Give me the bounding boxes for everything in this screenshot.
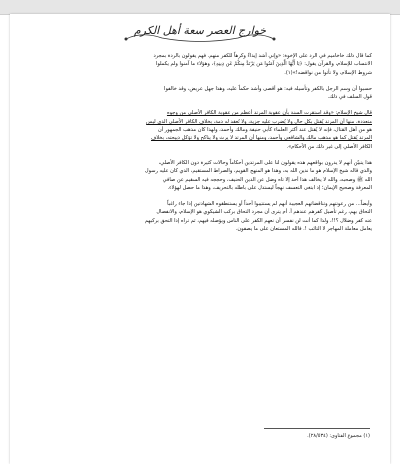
- text-line: المعرفة وصحيح الإيمان؛ إذ ابتغى التعسف نهجاً ليستدل على باطله بالتحريف، وهذا ما حصل لهؤلاء.: [167, 184, 372, 191]
- text-line: التحاق بهم، رغم تأصيل كفرهم عندهم أ. أم يترى أن مجرد التحاق بركب الشيكوي هو الإسلام، والانفصال: [156, 209, 372, 216]
- footnote-divider: [264, 428, 370, 429]
- paragraph: [28, 85, 372, 102]
- text-line: كما قال ذلك خاخاميم في الرد على الإخوة: «وإني أشد إيذاءً وكرهاً للكفر منهم. فهم يقولون بالردة بمجرد: [153, 53, 372, 59]
- text-line: قول السلف في ذلك.: [327, 94, 372, 101]
- text-line: متعددة، منها أن المرتد يُقتل بكل حال ولا يُضرب عليه جزية، ولا تُعقد له ذمة، بخلاف الكافر الأصلي الذي ليس: [146, 118, 372, 125]
- text-line: حسبوا أن وسم الرجل بالكفر وتأسيله فيه: هو أقصى وأشد حكماً عليه، وهذا جهل عريض، وقد خالفوا: [164, 85, 372, 92]
- chapter-title: خوارج العصر سعة أهل الكرم: [133, 24, 267, 37]
- paragraph: [28, 52, 372, 77]
- text-line: والذي قاله شيخ الإسلام هو ما ندين الله به، وهذا هو المنهج القويم، والصراط المستقيم، الذي كان عليه رسول: [144, 168, 372, 175]
- text-line: هذا يتبيّن أنهم لا يدرون بواقعهم هذه يقولون لنا على المرتدين أحكاماً وحالات كثيرة دون الكافر الأصلي،: [158, 159, 372, 166]
- text-line: عنه كفر وضلال ؟!!، ولذا كما أنت لن نفسر أن نعهم الكفر على الناس ويؤصله فيهم، ثم تراه إذا التحق بركبهم: [144, 217, 372, 224]
- footnote: (١) مجموع الفتاوى: (٢٨/٥٣٤).: [307, 433, 370, 439]
- text-line: قال شيخ الإسلام: «وقد استقرت السنة بأن عقوبة المرتد أعظم من عقوبة الكافر الأصلي من وجوه: [166, 110, 372, 117]
- text-line: وأيضاً... من رعونتهم وتناقضاتهم العجيبة أنهم لم يستتيبوا أحداً أو يستنطقوه الشهادتين إذا جاء راغباً: [167, 201, 372, 208]
- text-line: شروط الإسلام، ولا تأتوا من نواقضه!»(١).: [284, 69, 372, 76]
- text-line: المرتد يُقتل كما هو مذهب مالك والشافعي وأحمد، ومنها أن المرتد لا يرث ولا يناكح ولا تؤكل ذبيحته، بخلاف: [150, 135, 372, 142]
- paragraph: [28, 200, 372, 233]
- text-line: الله ﷺ وصحبه، والله لا يخالف هذا أحد إلا تاه وضل عن الدين الحنيف، وحججه فيه السقيم عن صافي: [162, 176, 372, 183]
- document-page: [10, 14, 390, 464]
- text-line: هو من أهل القتال، فإنه لا يُقتل عند أكثر العلماء كأبي حنيفة ومالك وأحمد، ولهذا كان مذهب الجمهور أن: [158, 127, 372, 134]
- quotation-paragraph: [28, 109, 372, 150]
- paragraph: [28, 159, 372, 192]
- text-line: الكافر الأصلي إلى غير ذلك من الأحكام».: [286, 143, 372, 150]
- text-line: يعامل معاملة المهاجر لا التائب !. فالله المستعان على ما يصفون.: [235, 226, 372, 233]
- text-line: الانتساب للإسلام، والقرآن يقول: ﴿يَا أَيُّهَا الَّذِينَ آمَنُوا مَن يَرْتَدَّ مِنكُمْ عَن دِينِهِ﴾، وهؤلاء ما آمنوا ولم يكملوا: [155, 61, 372, 68]
- document-body: [28, 52, 372, 241]
- viewer-toolbar: [0, 0, 400, 15]
- chapter-header: [10, 22, 390, 44]
